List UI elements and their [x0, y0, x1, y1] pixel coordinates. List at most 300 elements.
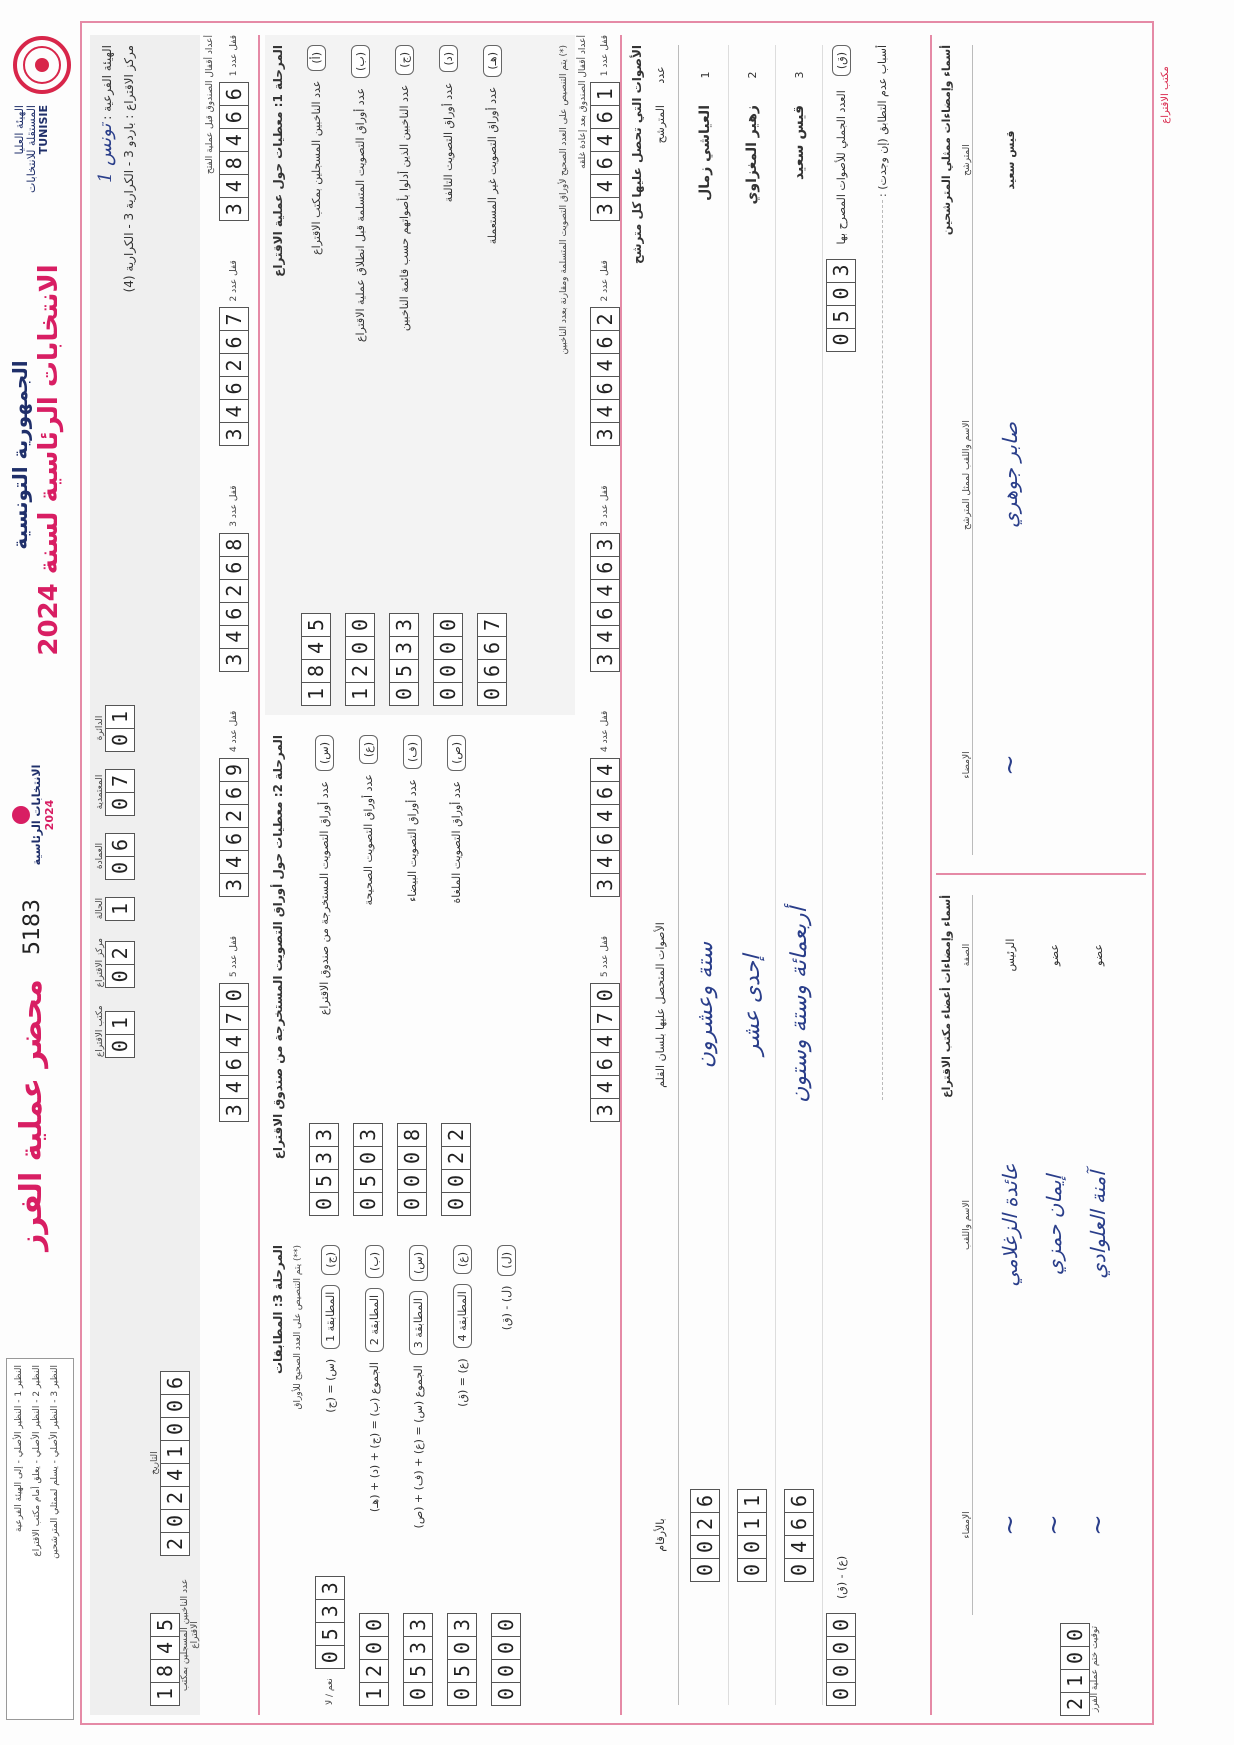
seal-digits: [590, 758, 620, 896]
row-label: عدد أوراق التصويت المتسلمة قبل انطلاق عملية الاقتراع: [353, 87, 367, 343]
report-title: محضر عملية الفرز: [14, 979, 49, 1251]
code-field: [95, 769, 135, 815]
reason-row: أسباب عدم التطابق (إن وجدت) :: [876, 45, 889, 1705]
data-row: [477, 45, 507, 705]
row-key: (ع): [453, 1245, 472, 1274]
digit-box: 0: [433, 613, 463, 637]
code-digits: [105, 938, 135, 987]
section3-note: (**) يتم التنصيص على العدد الصحيح للأوراق: [293, 1245, 303, 1410]
digit-box: 3: [403, 1613, 433, 1637]
code-label: الدائرة: [95, 715, 105, 741]
data-row: [301, 45, 331, 705]
digit-box: 6: [219, 105, 249, 129]
digit-box: 6: [477, 636, 507, 660]
row-key: (ب): [351, 45, 370, 78]
digit-box: 6: [219, 602, 249, 626]
data-row: [315, 1245, 345, 1705]
section3-title: المرحلة 3: المطابقات: [271, 1245, 285, 1375]
digit-box: 1: [1060, 1669, 1090, 1693]
row-label: عدد أوراق التصويت غير المستعملة: [485, 86, 499, 245]
region-value: تونس 1: [95, 123, 116, 184]
digit-box: 4: [590, 174, 620, 198]
isie-logo: [8, 35, 78, 235]
head-digits: بالأرقام: [654, 1518, 667, 1552]
digit-box: 3: [353, 1123, 383, 1147]
isie-line2: المستقلة للانتخابات: [25, 105, 38, 194]
digit-box: 6: [590, 105, 620, 129]
digit-box: 4: [590, 850, 620, 874]
digit-box: 3: [447, 1613, 477, 1637]
data-row: [491, 1245, 521, 1705]
seal-digits: [219, 307, 249, 445]
digit-box: 6: [784, 1489, 814, 1513]
seal-label: قفل عدد 5: [229, 935, 239, 978]
members-title: أسماء وإمضاءات أعضاء مكتب الاقتراع: [940, 895, 953, 1098]
row-label: عدد أوراق التصويت التالفة: [441, 82, 455, 203]
row-digits: [477, 613, 507, 705]
date-label: التاريخ: [150, 1451, 160, 1475]
digit-box: 6: [219, 556, 249, 580]
logo-icon: [12, 806, 30, 824]
row-key: (أ): [307, 45, 326, 71]
digit-box: 6: [219, 827, 249, 851]
digit-box: 5: [826, 305, 856, 329]
row-label: (ل) - (ق): [499, 1285, 513, 1331]
digit-box: 0: [105, 728, 135, 752]
digit-box: 7: [477, 613, 507, 637]
digit-box: 6: [219, 1052, 249, 1076]
row-label: عدد أوراق التصويت الصحيحة: [361, 774, 375, 906]
digit-box: 4: [590, 353, 620, 377]
copy-legend: [6, 1358, 74, 1720]
digit-box: 9: [219, 758, 249, 782]
digit-box: 3: [590, 197, 620, 221]
rep-candidate: قيس سعيد: [1003, 130, 1017, 190]
section2: [265, 725, 575, 1225]
logo-text: الانتخابات الرئاسية: [30, 764, 43, 866]
digit-box: 4: [219, 1075, 249, 1099]
signature: ~: [995, 1514, 1025, 1536]
total-digits: [826, 259, 856, 351]
digit-box: 5: [389, 659, 419, 683]
row-label: عدد أوراق التصويت البيضاء: [405, 779, 419, 902]
time-label: توقيت ختم عملية الفرز: [1090, 1625, 1100, 1713]
digit-box: 3: [590, 873, 620, 897]
digit-box: 6: [590, 827, 620, 851]
digit-box: 6: [590, 781, 620, 805]
region-row: الهيئة الفرعية : تونس 1: [95, 45, 116, 184]
digit-box: 6: [219, 82, 249, 106]
digit-box: 6: [160, 1371, 190, 1395]
registered-label: عدد الناخبين المسجلين بمكتب الاقتراع: [180, 1578, 200, 1692]
table-row: [1076, 895, 1120, 1615]
digit-box: 0: [1060, 1646, 1090, 1670]
digit-box: 4: [590, 1029, 620, 1053]
digit-box: 5: [447, 1659, 477, 1683]
digit-box: 0: [397, 1169, 427, 1193]
digit-box: 3: [826, 259, 856, 283]
digit-box: 0: [105, 792, 135, 816]
data-row: [353, 735, 383, 1215]
digit-box: 6: [105, 833, 135, 857]
digit-box: 1: [737, 1489, 767, 1513]
digit-box: 8: [397, 1123, 427, 1147]
divider: [936, 873, 1146, 875]
table-head-cell: المترشح: [962, 144, 972, 176]
digit-box: 2: [690, 1512, 720, 1536]
seal-label: قفل عدد 1: [229, 35, 239, 77]
digit-box: 4: [590, 1075, 620, 1099]
center-value: باردو 3 - الكرارية 3 - الكرارية (4): [122, 122, 136, 293]
candidates-title: الأصوات التي تحصل عليها كل مترشح: [630, 45, 644, 264]
head-words: الأصوات المتحصل عليها بلسان القلم: [654, 922, 667, 1088]
code-digits: [105, 833, 135, 879]
digit-box: 3: [219, 873, 249, 897]
row-key: (ف): [403, 735, 422, 769]
stamp-icon: [12, 35, 72, 95]
reps-title: أسماء وإمضاءات ممثلي المترشحين: [940, 45, 953, 236]
digit-box: 4: [160, 1463, 190, 1487]
table-row: [729, 45, 776, 1705]
candidates-header: [654, 45, 679, 1705]
logo-year: 2024: [43, 799, 56, 831]
digit-box: 1: [737, 1512, 767, 1536]
table-head-cell: الإمضاء: [962, 751, 972, 779]
digit-box: 6: [784, 1512, 814, 1536]
code-digits: [105, 705, 135, 751]
digit-box: 0: [359, 1636, 389, 1660]
country-name: الجمهورية التونسية: [8, 360, 32, 550]
data-row: [345, 45, 375, 705]
digit-box: 0: [826, 1613, 856, 1637]
seal-digits: [590, 533, 620, 671]
digit-box: 4: [590, 579, 620, 603]
row-label: الجموع (س) = (ع) + (ف) + (ص): [411, 1365, 425, 1529]
seal-digits: [219, 983, 249, 1121]
center-row: مركز الاقتراع : باردو 3 - الكرارية 3 - الكرارية (4): [122, 45, 136, 293]
digit-box: 7: [219, 307, 249, 331]
table-row: [988, 895, 1032, 1615]
date-block: [150, 1371, 190, 1555]
digit-box: 0: [160, 1417, 190, 1441]
row-label: عدد أوراق التصويت الملغاة: [449, 780, 463, 904]
digit-box: 3: [590, 533, 620, 557]
seal-label: قفل عدد 4: [229, 710, 239, 752]
digit-box: 1: [301, 682, 331, 706]
isie-line1: الهيئة العليا: [13, 105, 26, 155]
data-row: [433, 45, 463, 705]
time-digits: [1060, 1623, 1090, 1715]
digit-box: 8: [150, 1659, 180, 1683]
digit-box: 0: [160, 1394, 190, 1418]
digit-box: 0: [353, 1192, 383, 1216]
digit-box: 4: [590, 804, 620, 828]
seal-digits: [219, 533, 249, 671]
candidate-digits: [690, 1385, 720, 1685]
row-digits: [301, 613, 331, 705]
section3: [265, 1235, 575, 1715]
digit-box: 6: [690, 1489, 720, 1513]
digit-box: 6: [477, 659, 507, 683]
digit-box: 0: [105, 964, 135, 988]
digit-box: 0: [491, 1636, 521, 1660]
row-label: عدد أوراق التصويت المستخرجة من صندوق الاقتراع: [317, 781, 331, 1016]
table-head-cell: الصفة: [962, 943, 972, 967]
digit-box: 4: [590, 399, 620, 423]
digit-box: 0: [219, 983, 249, 1007]
data-row: [447, 1245, 477, 1705]
election-logo: [12, 755, 72, 875]
table-head-cell: الإمضاء: [962, 1511, 972, 1539]
digit-box: 0: [491, 1613, 521, 1637]
member-role: عضو: [1091, 944, 1105, 966]
reason-line: [882, 200, 884, 1100]
candidate-num: 3: [792, 71, 806, 79]
candidates-section: [626, 35, 926, 1715]
registered-block: [150, 1565, 200, 1705]
seal-field: [219, 35, 249, 220]
digit-box: 4: [784, 1535, 814, 1559]
rep-name: صابر جوهري: [998, 422, 1022, 528]
digit-box: 0: [345, 613, 375, 637]
seal-field: [590, 35, 620, 220]
row-label: (ع) = (ق): [455, 1358, 469, 1407]
digit-box: 0: [1060, 1623, 1090, 1647]
seals2-label: أعداد أقفال الصندوق بعد إعادة غلقه: [578, 35, 588, 169]
digit-box: 3: [309, 1123, 339, 1147]
seal-field: [219, 936, 249, 1121]
digit-box: 0: [441, 1169, 471, 1193]
row-label: عدد الناخبين المسجلين بمكتب الاقتراع: [309, 80, 323, 255]
isie-line3: TUNISIE: [37, 105, 50, 155]
seal-digits: [590, 983, 620, 1121]
candidate-name: العياشي زمال: [697, 105, 713, 201]
data-row: [389, 45, 419, 705]
region-label: الهيئة الفرعية: [100, 45, 114, 112]
head-num: عدد: [654, 66, 667, 84]
seal-label: قفل عدد 4: [600, 710, 610, 752]
digit-box: 3: [389, 613, 419, 637]
row-name: المطابقة 1: [321, 1285, 340, 1349]
data-row: [441, 735, 471, 1215]
row-digits: [389, 613, 419, 705]
reason-label: أسباب عدم التطابق (إن وجدت): [876, 45, 889, 190]
digit-box: 0: [491, 1659, 521, 1683]
section1-note: (*) يتم التنصيص على العدد الصحيح لأوراق التصويت المتسلمة ومقارنة بعدد الناخبين: [559, 45, 569, 355]
seal-label: قفل عدد 2: [600, 260, 610, 302]
diff-digits: [826, 1613, 856, 1705]
diff-label: (ع) - (ق): [834, 1555, 848, 1599]
digit-box: 4: [301, 636, 331, 660]
seal-label: قفل عدد 3: [229, 485, 239, 527]
digit-box: 0: [397, 1146, 427, 1170]
digit-box: 7: [219, 1006, 249, 1030]
registered-digits: [150, 1565, 180, 1705]
digit-box: 4: [219, 625, 249, 649]
seal-field: [590, 485, 620, 670]
digit-box: 0: [433, 636, 463, 660]
row-digits: [353, 1123, 383, 1215]
digit-box: 0: [477, 682, 507, 706]
digit-box: 0: [345, 636, 375, 660]
candidate-name: زهير المغزاوي: [744, 105, 760, 205]
code-label: مكتب الاقتراع: [95, 1005, 105, 1058]
code-label: الحالة: [95, 897, 105, 920]
table-row: [776, 45, 823, 1705]
digit-box: 7: [105, 769, 135, 793]
digit-box: 0: [737, 1535, 767, 1559]
digit-box: 0: [690, 1558, 720, 1582]
digit-box: 0: [315, 1645, 345, 1669]
digit-box: 0: [105, 856, 135, 880]
digit-box: 0: [403, 1682, 433, 1706]
row-digits: [441, 1123, 471, 1215]
digit-box: 2: [441, 1146, 471, 1170]
digit-box: 2: [219, 579, 249, 603]
row-name: المطابقة 4: [453, 1284, 472, 1348]
code-field: [95, 833, 135, 879]
candidate-name: قيس سعيد: [791, 105, 807, 181]
row-label: الجموع (ب) = (ج) + (د) + (هـ): [367, 1362, 381, 1513]
seals-label: أعداد أقفال الصندوق قبل عملية الفتح: [205, 35, 215, 175]
section1-title: المرحلة 1: معطيات حول عملية الاقتراع: [271, 45, 285, 277]
digit-box: 5: [353, 1169, 383, 1193]
digit-box: 3: [219, 197, 249, 221]
digit-box: 0: [309, 1192, 339, 1216]
digit-box: 2: [160, 1486, 190, 1510]
code-digits: [105, 897, 135, 920]
data-row: [397, 735, 427, 1215]
code-label: مركز الاقتراع: [95, 938, 105, 988]
code-label: المعتمدية: [95, 774, 105, 810]
candidate-words: أربعمائة وستة وستون: [786, 907, 812, 1103]
digit-box: 6: [219, 330, 249, 354]
table-head-cell: الاسم واللقب لممثل المترشح: [962, 420, 972, 530]
digit-box: 4: [219, 1029, 249, 1053]
reps-section: [936, 35, 1146, 865]
digit-box: 4: [219, 850, 249, 874]
digit-box: 0: [441, 1192, 471, 1216]
digit-box: 0: [690, 1535, 720, 1559]
signature: ~: [995, 754, 1025, 776]
codes-row: [95, 705, 155, 1265]
code-digits: [105, 1005, 135, 1057]
digit-box: 0: [447, 1636, 477, 1660]
row-digits: [309, 1123, 339, 1215]
section1: [265, 35, 575, 715]
digit-box: 0: [433, 682, 463, 706]
digit-box: 0: [359, 1613, 389, 1637]
member-role: عضو: [1047, 944, 1061, 966]
data-row: [359, 1245, 389, 1705]
row-key: (س): [409, 1245, 428, 1281]
digit-box: 1: [105, 705, 135, 729]
digit-box: 5: [315, 1622, 345, 1646]
digit-box: 0: [160, 1509, 190, 1533]
digit-box: 0: [105, 1034, 135, 1058]
table-row: [988, 45, 1032, 855]
digit-box: 2: [160, 1532, 190, 1556]
digit-box: 0: [737, 1558, 767, 1582]
digit-box: 4: [219, 174, 249, 198]
divider: [620, 35, 622, 1715]
row-digits: [345, 613, 375, 705]
row-key: (س): [315, 735, 334, 771]
row-digits: [433, 613, 463, 705]
digit-box: 2: [219, 353, 249, 377]
row-key: (ج): [321, 1245, 340, 1275]
row-key: (ص): [447, 735, 466, 771]
digit-box: 0: [826, 328, 856, 352]
row-hint: نعم / لا: [325, 1678, 335, 1705]
digit-box: 6: [590, 376, 620, 400]
row-key: (ج): [395, 45, 414, 75]
total-key: (ق): [832, 45, 851, 76]
serial-number: 5183: [20, 899, 45, 955]
member-role: الرئيس: [1003, 938, 1017, 972]
digit-box: 3: [590, 422, 620, 446]
digit-box: 1: [345, 682, 375, 706]
row-digits: [315, 1576, 345, 1668]
digit-box: 1: [359, 1682, 389, 1706]
digit-box: 3: [403, 1636, 433, 1660]
code-field: [95, 705, 135, 751]
seals-row: [205, 35, 255, 1715]
digit-box: 3: [315, 1576, 345, 1600]
digit-box: 4: [219, 399, 249, 423]
row-digits: [359, 1613, 389, 1705]
digit-box: 5: [150, 1613, 180, 1637]
digit-box: 3: [590, 648, 620, 672]
candidate-num: 2: [745, 71, 759, 79]
seal-field: [219, 485, 249, 670]
code-label: العمادة: [95, 842, 105, 870]
divider: [258, 35, 260, 1715]
members-section: [936, 885, 1146, 1625]
row-label: عدد الناخبين الذين أدلوا بأصواتهم حسب قائمة الناخبين: [397, 84, 411, 332]
total-label: العدد الجملي للأصوات المصرح بها: [834, 90, 848, 245]
row-digits: [403, 1613, 433, 1705]
time-block: [1060, 1623, 1100, 1715]
digit-box: 0: [590, 983, 620, 1007]
candidate-words: ستة وعشرون: [692, 941, 718, 1069]
digit-box: 8: [301, 659, 331, 683]
digit-box: 3: [219, 648, 249, 672]
digit-box: 6: [590, 602, 620, 626]
seal-field: [219, 711, 249, 896]
row-name: المطابقة 2: [365, 1288, 384, 1352]
digit-box: 0: [826, 1636, 856, 1660]
seal-label: قفل عدد 5: [600, 935, 610, 978]
member-name: عائدة الزغلامي: [998, 1163, 1022, 1287]
data-row: [403, 1245, 433, 1705]
row-key: (هـ): [483, 45, 502, 77]
seal-field: [590, 936, 620, 1121]
digit-box: 3: [309, 1146, 339, 1170]
digit-box: 4: [150, 1636, 180, 1660]
digit-box: 1: [150, 1682, 180, 1706]
seal-label: قفل عدد 2: [229, 260, 239, 302]
row-name: المطابقة 3: [409, 1291, 428, 1355]
digit-box: 0: [784, 1558, 814, 1582]
candidate-digits: [784, 1385, 814, 1685]
digit-box: 2: [359, 1659, 389, 1683]
digit-box: 2: [590, 307, 620, 331]
digit-box: 1: [590, 82, 620, 106]
seal-digits: [590, 82, 620, 220]
seal-field: [590, 260, 620, 445]
digit-box: 4: [590, 128, 620, 152]
